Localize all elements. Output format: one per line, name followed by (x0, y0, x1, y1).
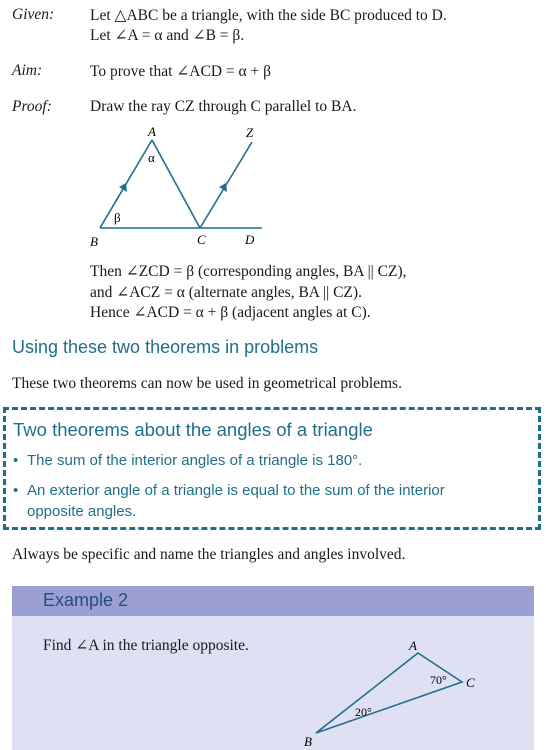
proof-line-1: Then ∠ZCD = β (corresponding angles, BA || CZ), (90, 263, 407, 280)
given-line-2: Let ∠A = α and ∠B = β. (90, 27, 245, 44)
theorem-title: Two theorems about the angles of a triangle (13, 419, 373, 440)
bullet-icon: • (13, 482, 19, 499)
ex-angle-b: 20° (355, 705, 372, 719)
ex-label-b: B (304, 734, 312, 749)
theorem-bullet-2-line-2: opposite angles. (27, 503, 137, 520)
example-title: Example 2 (43, 590, 129, 610)
advice-text: Always be specific and name the triangles and angles involved. (12, 546, 406, 563)
bullet-icon: • (13, 452, 19, 469)
proof-line-3: Hence ∠ACD = α + β (adjacent angles at C). (90, 304, 371, 321)
fig1-label-a: A (148, 124, 156, 139)
fig1-label-z: Z (246, 125, 254, 140)
given-label: Given: (12, 6, 55, 23)
ex-label-c: C (466, 675, 475, 690)
fig1-beta: β (114, 210, 121, 225)
theorem-bullet-2-line-1: An exterior angle of a triangle is equal to the sum of the interior (27, 482, 445, 499)
aim-label: Aim: (12, 62, 43, 79)
fig1-label-b: B (90, 234, 98, 249)
proof-label: Proof: (12, 98, 52, 115)
proof-line-2: and ∠ACZ = α (alternate angles, BA || CZ). (90, 284, 362, 301)
example-question: Find ∠A in the triangle opposite. (43, 637, 249, 654)
fig1-alpha: α (148, 150, 155, 165)
aim-text: To prove that ∠ACD = α + β (90, 63, 271, 80)
fig1-label-c: C (197, 232, 206, 247)
section-text: These two theorems can now be used in geometrical problems. (12, 375, 402, 392)
section-heading: Using these two theorems in problems (12, 337, 319, 357)
given-line-1: Let △ABC be a triangle, with the side BC produced to D. (90, 7, 447, 24)
example-triangle (316, 653, 462, 733)
theorem-bullet-1: The sum of the interior angles of a triangle is 180°. (27, 452, 363, 469)
fig1-label-d: D (245, 232, 255, 247)
ex-label-a: A (409, 638, 417, 653)
ex-angle-c: 70° (430, 673, 447, 687)
proof-text: Draw the ray CZ through C parallel to BA. (90, 98, 357, 115)
